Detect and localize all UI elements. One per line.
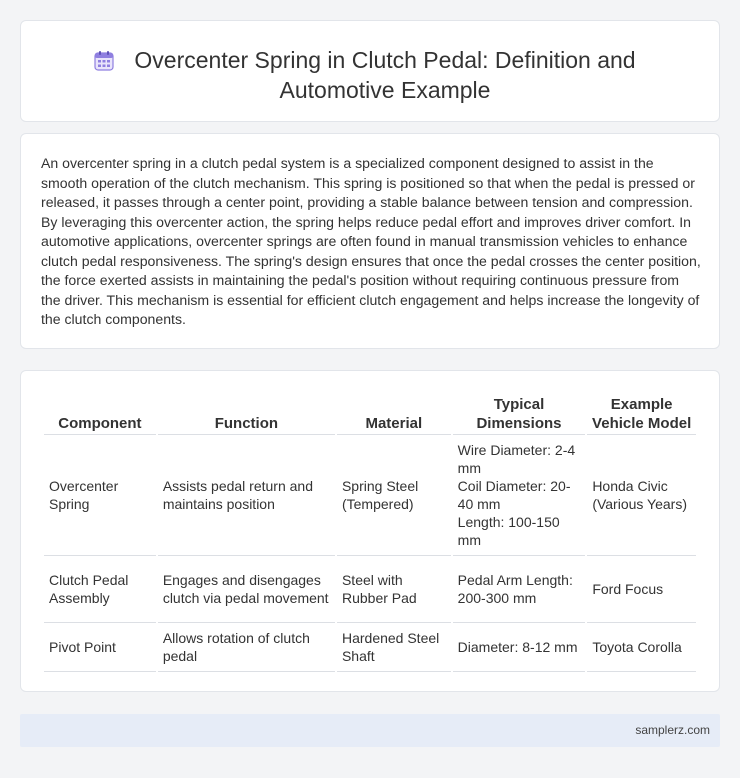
header-function: Function: [158, 391, 335, 435]
components-table: [42, 391, 698, 672]
page-title: Overcenter Spring in Clutch Pedal: Definition and Automotive Example: [134, 47, 636, 103]
table-card: [20, 370, 720, 692]
footer-site-link[interactable]: samplerz.com: [635, 723, 710, 737]
cell-component: Pivot Point: [44, 623, 156, 672]
cell-component: Overcenter Spring: [44, 435, 156, 556]
header-dimensions: Typical Dimensions: [453, 391, 586, 435]
cell-dimensions: Pedal Arm Length: 200-300 mm: [453, 556, 586, 623]
table-row: [44, 556, 696, 623]
cell-vehicle: Ford Focus: [587, 556, 696, 623]
cell-material: Hardened Steel Shaft: [337, 623, 451, 672]
cell-dimensions: Diameter: 8-12 mm: [453, 623, 586, 672]
cell-vehicle: Toyota Corolla: [587, 623, 696, 672]
footer: [20, 714, 720, 747]
cell-vehicle: Honda Civic (Various Years): [587, 435, 696, 556]
cell-function: Allows rotation of clutch pedal: [158, 623, 335, 672]
table-row: [44, 435, 696, 556]
cell-function: Assists pedal return and maintains position: [158, 435, 335, 556]
cell-material: Spring Steel (Tempered): [337, 435, 451, 556]
cell-component: Clutch Pedal Assembly: [44, 556, 156, 623]
header-component: Component: [44, 391, 156, 435]
description-text: An overcenter spring in a clutch pedal system is a specialized component designed to assist in the smooth operation of the clutch mechanism. This spring is positioned so that when the pedal is pressed or released, it passes through a center point, providing a stable balance between tension and compression. By leveraging this overcenter action, the spring helps reduce pedal effort and improves driver comfort. In automotive applications, overcenter springs are often found in manual transmission vehicles to enhance clutch pedal responsiveness. The spring's design ensures that once the pedal crosses the center position, the force exerted assists in maintaining the pedal's position without requiring continuous pressure from the driver. This mechanism is essential for efficient clutch engagement and helps increase the longevity of the clutch components.: [41, 155, 701, 327]
cell-material: Steel with Rubber Pad: [337, 556, 451, 623]
description-card: [20, 133, 720, 349]
header-material: Material: [337, 391, 451, 435]
header-vehicle: Example Vehicle Model: [587, 391, 696, 435]
table-header-row: [44, 391, 696, 435]
cell-function: Engages and disengages clutch via pedal movement: [158, 556, 335, 623]
calendar-icon: [93, 49, 115, 71]
cell-dimensions: Wire Diameter: 2-4 mm Coil Diameter: 20-40 mm Length: 100-150 mm: [453, 435, 586, 556]
title-card: [20, 20, 720, 122]
table-row: [44, 623, 696, 672]
title-wrap: [21, 45, 719, 105]
